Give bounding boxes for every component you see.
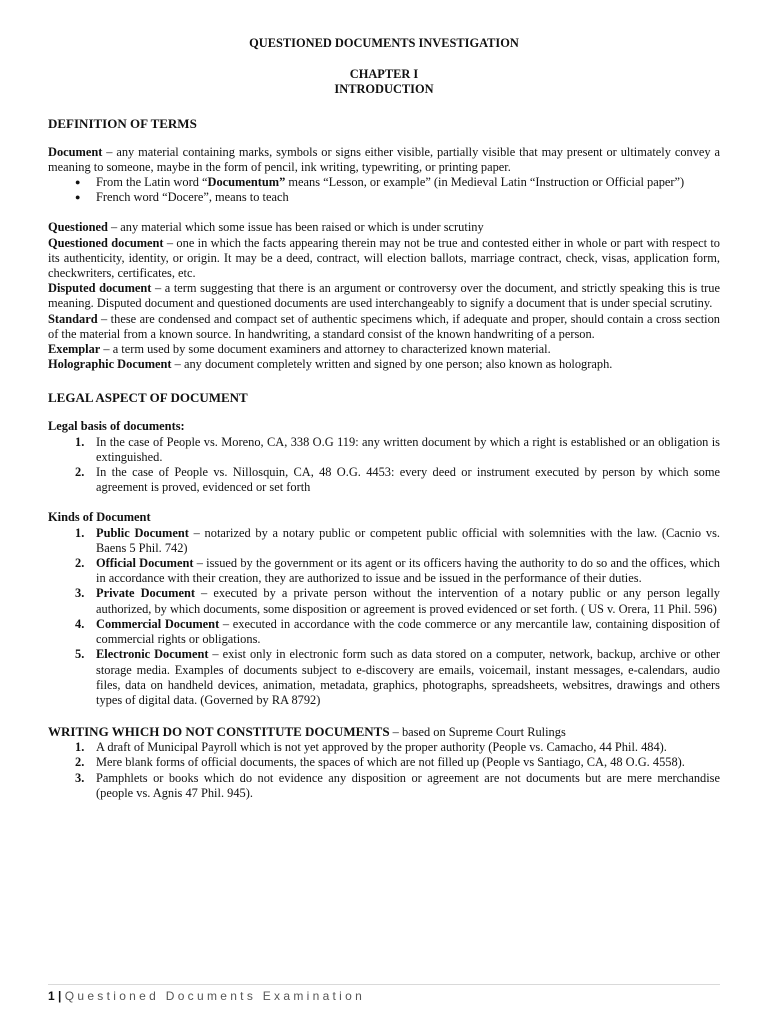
chapter-title: INTRODUCTION bbox=[334, 82, 434, 97]
page-number: 1 bbox=[48, 989, 55, 1003]
definition-standard: Standard – these are condensed and compact set of authentic specimens which, if adequate and proper, should contain a cross section of the material from a known source. In handwriting, a standard consist of the known handwriting of a person. bbox=[48, 311, 720, 341]
list-item: 3. Pamphlets or books which do not evidence any disposition or agreement are not documents but are mere merchandise (people vs. Agnis 47 Phil. 945). bbox=[75, 770, 720, 800]
section-heading-legal: LEGAL ASPECT OF DOCUMENT bbox=[48, 390, 248, 406]
definition-holographic: Holographic Document – any document completely written and signed by one person; also known as holograph. bbox=[48, 357, 613, 372]
section-heading-definitions: DEFINITION OF TERMS bbox=[48, 115, 197, 131]
definition-disputed-document: Disputed document – a term suggesting that there is an argument or controversy over the document, and strictly speaking this is true meaning. Disputed document and questioned documents are used interchangeably to signify a document that is under special scrutiny. bbox=[48, 281, 720, 311]
legal-basis-list bbox=[48, 435, 720, 496]
bullet-item: ● From the Latin word “Documentum” means “Lesson, or example” (in Medieval Latin “Instruction or Official paper”) bbox=[48, 175, 720, 190]
chapter-number: CHAPTER I bbox=[349, 67, 419, 82]
list-item: 2. Official Document – issued by the government or its agent or its officers having the authority to do so and the offices, which in accordance with their creation, they are authorized to issue and be issued in the performance of their duties. bbox=[75, 556, 720, 586]
list-item: 5. Electronic Document – exist only in electronic form such as data stored on a computer, network, backup, archive or other storage media. Examples of documents subject to e-discovery are emails, voicemail, instant messages, e-calendars, audio files, data on handheld devices, animation, metadata, graphics, photographs, spreadsheets, websitres, drawings and others types of digital data. (Governed by RA 8792) bbox=[75, 647, 720, 707]
document-title: QUESTIONED DOCUMENTS INVESTIGATION bbox=[249, 36, 519, 50]
writing-list bbox=[48, 740, 720, 801]
document-page bbox=[48, 36, 720, 801]
definition-questioned-document: Questioned document – one in which the facts appearing therein may not be true and contested either in whole or part with respect to its authenticity, identity, or origin. It may be a deed, contract, will election ballots, marriage contract, check, visas, application form, checkwriters, certificates, etc. bbox=[48, 235, 721, 281]
list-item: 2. In the case of People vs. Nillosquin, CA, 48 O.G. 4453: every deed or instrument executed by person by which some agreement is proved, evidenced or set forth bbox=[75, 465, 720, 495]
bullet-item: ● French word “Docere”, means to teach bbox=[48, 190, 720, 205]
subheading-legal-basis: Legal basis of documents: bbox=[48, 419, 185, 434]
footer-text: Questioned Documents Examination bbox=[64, 989, 366, 1003]
section-heading-writing: WRITING WHICH DO NOT CONSTITUTE DOCUMENTS – based on Supreme Court Rulings bbox=[48, 724, 566, 740]
list-item: 1. Public Document – notarized by a notary public or competent public official with solemnities with the law. (Cacnio vs. Baens 5 Phil. 742) bbox=[75, 525, 720, 555]
list-item: 2. Mere blank forms of official documents, the spaces of which are not filled up (People vs Santiago, CA, 48 O.G. 4558). bbox=[75, 755, 685, 770]
kinds-list bbox=[48, 526, 720, 708]
list-item: 4. Commercial Document – executed in accordance with the code commerce or any mercantile law, containing disposition of commercial rights or obligations. bbox=[75, 616, 720, 647]
definition-exemplar: Exemplar – a term used by some document examiners and attorney to characterized known material. bbox=[48, 342, 551, 357]
definition-text: – any material containing marks, symbols or signs either visible, partially visible that may present or ultimately convey a meaning to someone, maybe in the form of pencil, ink writing, typewriting, or printing paper. bbox=[48, 144, 720, 174]
page-footer bbox=[48, 984, 720, 1003]
list-item: 1. In the case of People vs. Moreno, CA, 338 O.G 119: any written document by which a right is established or an obligation is extinguished. bbox=[75, 434, 720, 464]
list-item: 3. Private Document – executed by a private person without the intervention of a notary public or any person legally authorized, by which documents, some disposition or agreement is proved evidenced or set forth. ( US v. Orera, 11 Phil. 596) bbox=[75, 586, 720, 616]
subheading-kinds: Kinds of Document bbox=[48, 510, 151, 525]
term: Document bbox=[48, 144, 103, 159]
list-item: 1. A draft of Municipal Payroll which is not yet approved by the proper authority (People vs. Camacho, 44 Phil. 484). bbox=[75, 740, 667, 755]
bullet-list bbox=[48, 175, 720, 205]
definition-document bbox=[48, 145, 720, 175]
definition-questioned: Questioned – any material which some issue has been raised or which is under scrutiny bbox=[48, 220, 484, 235]
footer-separator: | bbox=[54, 989, 65, 1003]
